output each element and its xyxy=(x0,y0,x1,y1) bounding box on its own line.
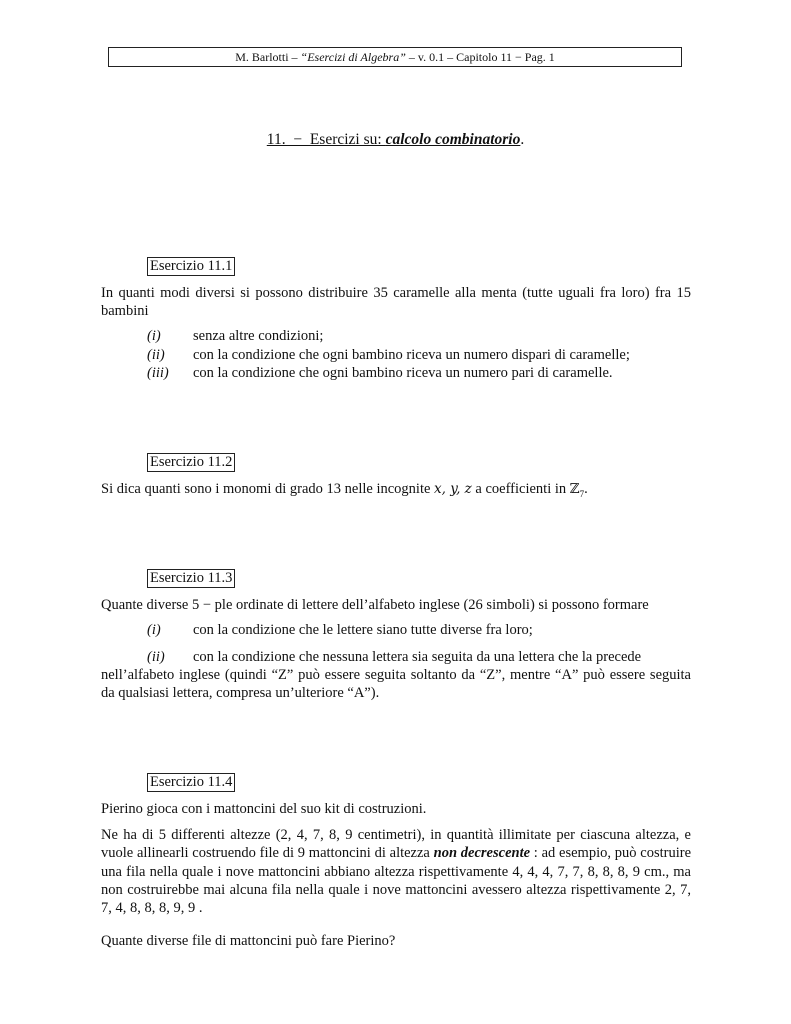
exercise-11-1-item-iii xyxy=(147,364,692,382)
page-header xyxy=(108,47,682,67)
item-label: (i) xyxy=(147,622,161,638)
exercise-11-1-item-i xyxy=(147,327,692,345)
header-version: v. 0.1 xyxy=(417,50,445,64)
ex4-p2-text-b: : ad esempio, può costruire una fila nella quale i nove mattoncini abbiano altezza rispettivamente 4, 4, 4, 7, 7, 8, 8, 8, 9 cm., ma non costruirebbe mai alcuna fila nella quale i nove mattoncini avessero altezza rispettivamente 2, 7, 7, 4, 8, 8, 8, 9, 9 . xyxy=(101,845,691,917)
header-chapter: Capitolo 11 xyxy=(456,50,513,64)
exercise-11-3-item-ii-continuation: nell’alfabeto inglese (quindi “Z” può essere seguita soltanto da “Z”, mentre “A” può essere seguita da qualsiasi lettera, compresa un’ulteriore “A”). xyxy=(101,667,691,702)
item-text: con la condizione che ogni bambino riceva un numero dispari di caramelle; xyxy=(193,347,630,363)
item-text: con la condizione che ogni bambino riceva un numero pari di caramelle. xyxy=(193,365,613,381)
item-label: (ii) xyxy=(147,347,165,363)
item-label: (ii) xyxy=(147,649,165,665)
ex2-text-b: a coefficienti in xyxy=(471,481,570,497)
title-suffix: . xyxy=(520,131,525,148)
item-text: con la condizione che nessuna lettera sia seguita da una lettera che la precede xyxy=(193,649,642,665)
item-text: con la condizione che le lettere siano tutte diverse fra loro; xyxy=(193,622,533,638)
exercise-11-4-label: Esercizio 11.4 xyxy=(147,773,235,792)
ex2-ring: ℤ xyxy=(569,481,580,497)
header-page-number: Pag. 1 xyxy=(524,50,555,64)
exercise-11-4-paragraph-2 xyxy=(101,826,691,917)
header-separator: – xyxy=(408,50,415,64)
item-label: (iii) xyxy=(147,365,169,381)
exercise-11-3-item-i xyxy=(147,621,692,639)
exercise-11-1-item-ii xyxy=(147,346,692,364)
exercise-11-4-question: Quante diverse file di mattoncini può fare Pierino? xyxy=(101,933,396,949)
exercise-11-3-item-ii xyxy=(147,648,692,666)
exercise-11-1-label: Esercizio 11.1 xyxy=(147,257,235,276)
exercise-11-2-label: Esercizio 11.2 xyxy=(147,453,235,472)
title-topic: calcolo combinatorio xyxy=(385,131,521,148)
header-author: M. Barlotti xyxy=(235,50,289,64)
item-text: senza altre condizioni; xyxy=(193,328,324,344)
header-book-title: “Esercizi di Algebra” xyxy=(300,50,406,64)
ex2-text-a: Si dica quanti sono i monomi di grado 13 nelle incognite xyxy=(101,481,435,497)
exercise-11-2-text xyxy=(101,480,691,503)
exercise-11-3-intro: Quante diverse 5 − ple ordinate di lettere dell’alfabeto inglese (26 simboli) si possono formare xyxy=(101,597,649,613)
header-separator: – xyxy=(447,50,454,64)
ex2-ring-subscript: 7 xyxy=(579,488,585,499)
title-prefix: 11. − Esercizi su: xyxy=(266,131,386,148)
item-label: (i) xyxy=(147,328,161,344)
header-separator: − xyxy=(515,50,522,64)
ex4-p2-text-a: Ne ha di 5 differenti altezze (2, 4, 7, 8, 9 centimetri), in quantità illimitate per ciascuna altezza, e vuole allinearli costruendo file di 9 mattoncini di altezza xyxy=(101,827,691,862)
exercise-11-4-paragraph-1: Pierino gioca con i mattoncini del suo kit di costruzioni. xyxy=(101,801,427,817)
ex4-p2-emphasis: non decrescente xyxy=(433,845,531,862)
exercise-11-1-intro: In quanti modi diversi si possono distribuire 35 caramelle alla menta (tutte uguali fra loro) fra 15 bambini xyxy=(101,285,691,320)
header-separator: – xyxy=(291,50,298,64)
exercise-11-3-label: Esercizio 11.3 xyxy=(147,569,235,588)
page-title xyxy=(0,131,791,149)
ex2-text-c: . xyxy=(584,481,588,497)
ex2-variables: x, y, z xyxy=(434,481,472,497)
